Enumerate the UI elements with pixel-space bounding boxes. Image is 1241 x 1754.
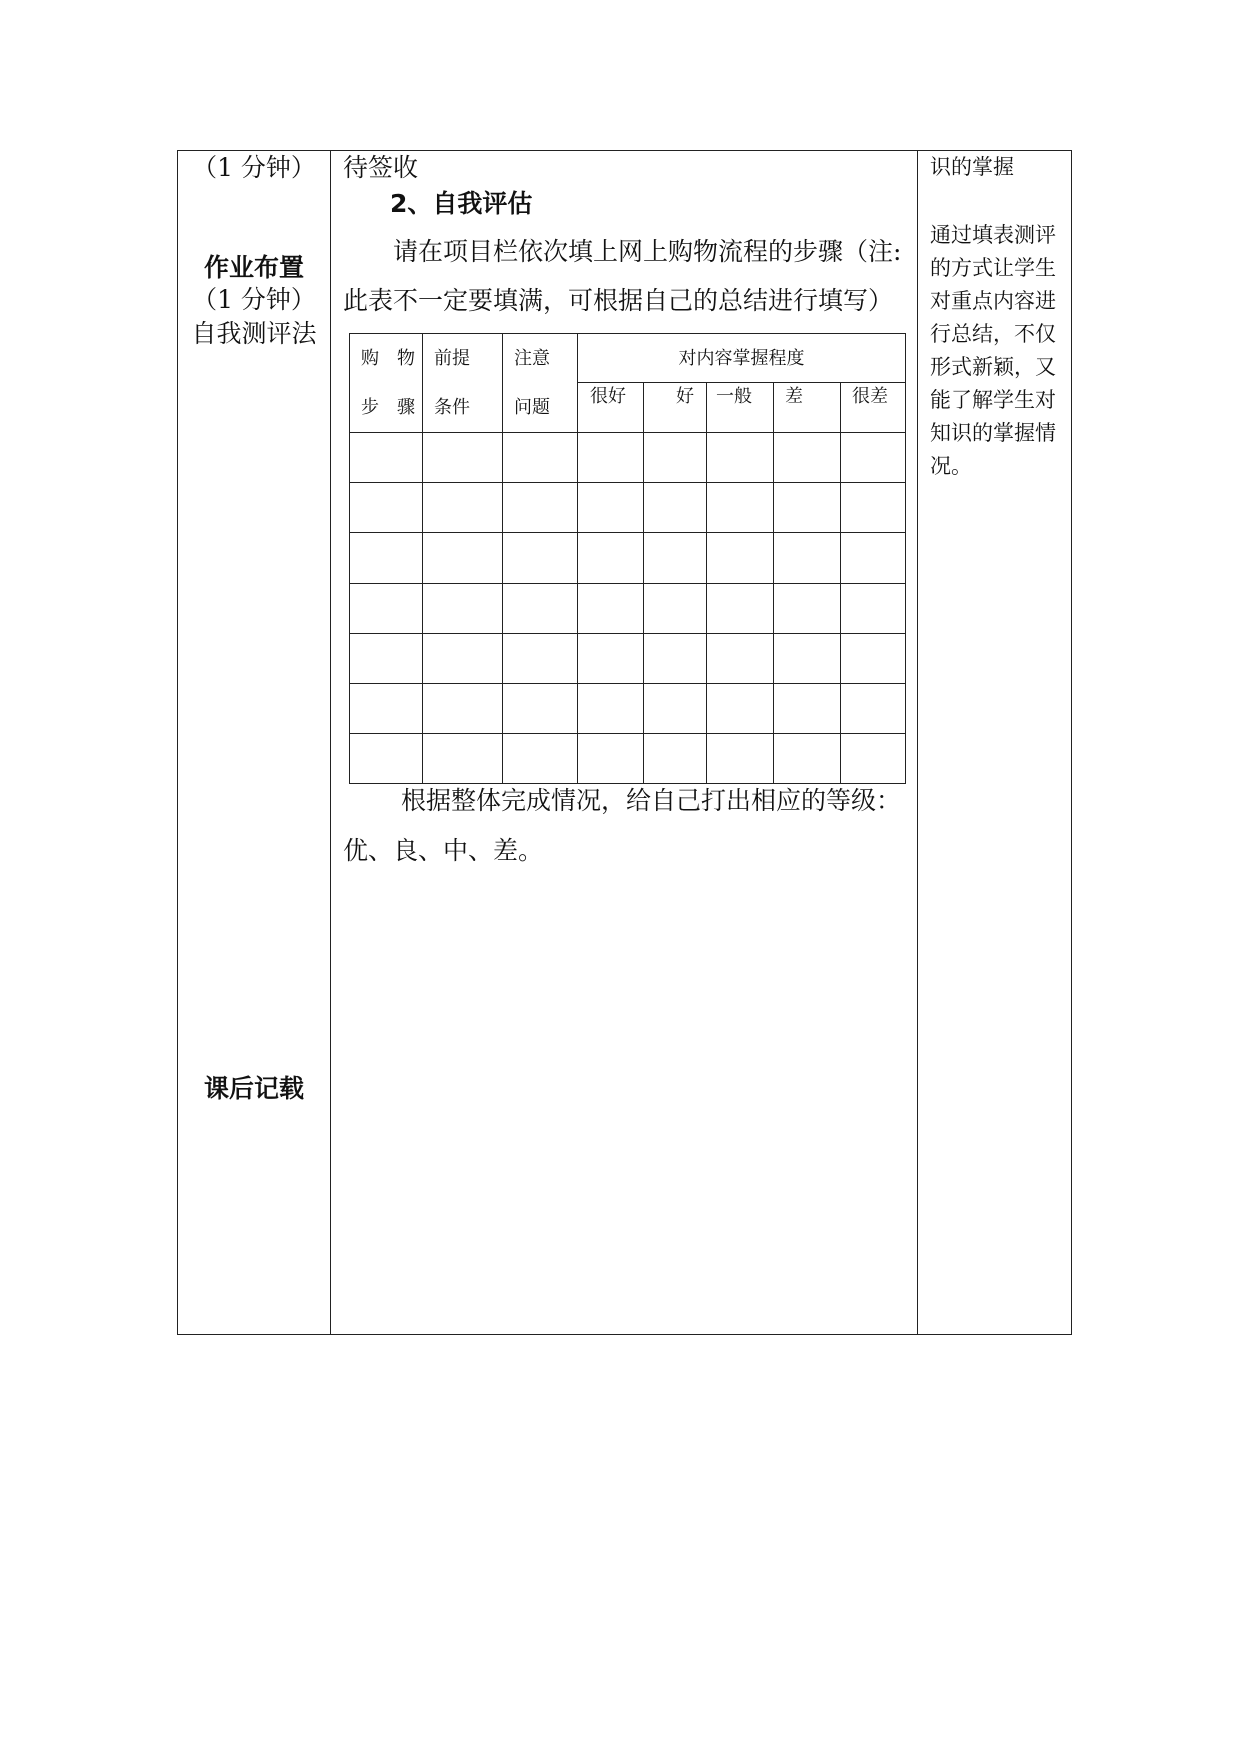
- col-premise-top: 前提: [434, 348, 470, 369]
- col-notes-top: 注意: [514, 348, 550, 369]
- conclusion-line-2: 优、良、中、差。: [343, 836, 544, 865]
- instruction-line-1: 请在项目栏依次填上网上购物流程的步骤（注:: [393, 237, 902, 266]
- col-step-top: 购 物: [361, 348, 415, 369]
- after-class-title: 课后记载: [203, 1074, 304, 1103]
- conclusion-line-1: 根据整体完成情况，给自己打出相应的等级：: [401, 786, 902, 815]
- time-top: （1 分钟）: [192, 153, 316, 182]
- level-poor: 差: [785, 386, 803, 407]
- right-line-top: 识的掌握: [930, 155, 1014, 179]
- mastery-header: 对内容掌握程度: [678, 348, 805, 369]
- level-good: 好: [676, 386, 694, 407]
- section-title: 2、自我评估: [390, 189, 533, 218]
- right-note: 通过填表测评的方式让学生对重点内容进行总结，不仅形式新颖，又能了解学生对知识的掌握情况。: [930, 223, 1056, 478]
- level-very-good: 很好: [590, 386, 626, 407]
- homework-title: 作业布置: [203, 253, 304, 282]
- line-top: 待签收: [343, 153, 419, 182]
- level-very-poor: 很差: [852, 386, 888, 407]
- homework-time: （1 分钟）: [192, 285, 316, 314]
- col-step-bottom: 步 骤: [361, 397, 415, 418]
- instruction-line-2: 此表不一定要填满，可根据自己的总结进行填写）: [343, 286, 894, 315]
- col-premise-bottom: 条件: [434, 397, 470, 418]
- col-notes-bottom: 问题: [514, 397, 550, 418]
- level-average: 一般: [716, 386, 752, 407]
- homework-method: 自我测评法: [191, 319, 317, 348]
